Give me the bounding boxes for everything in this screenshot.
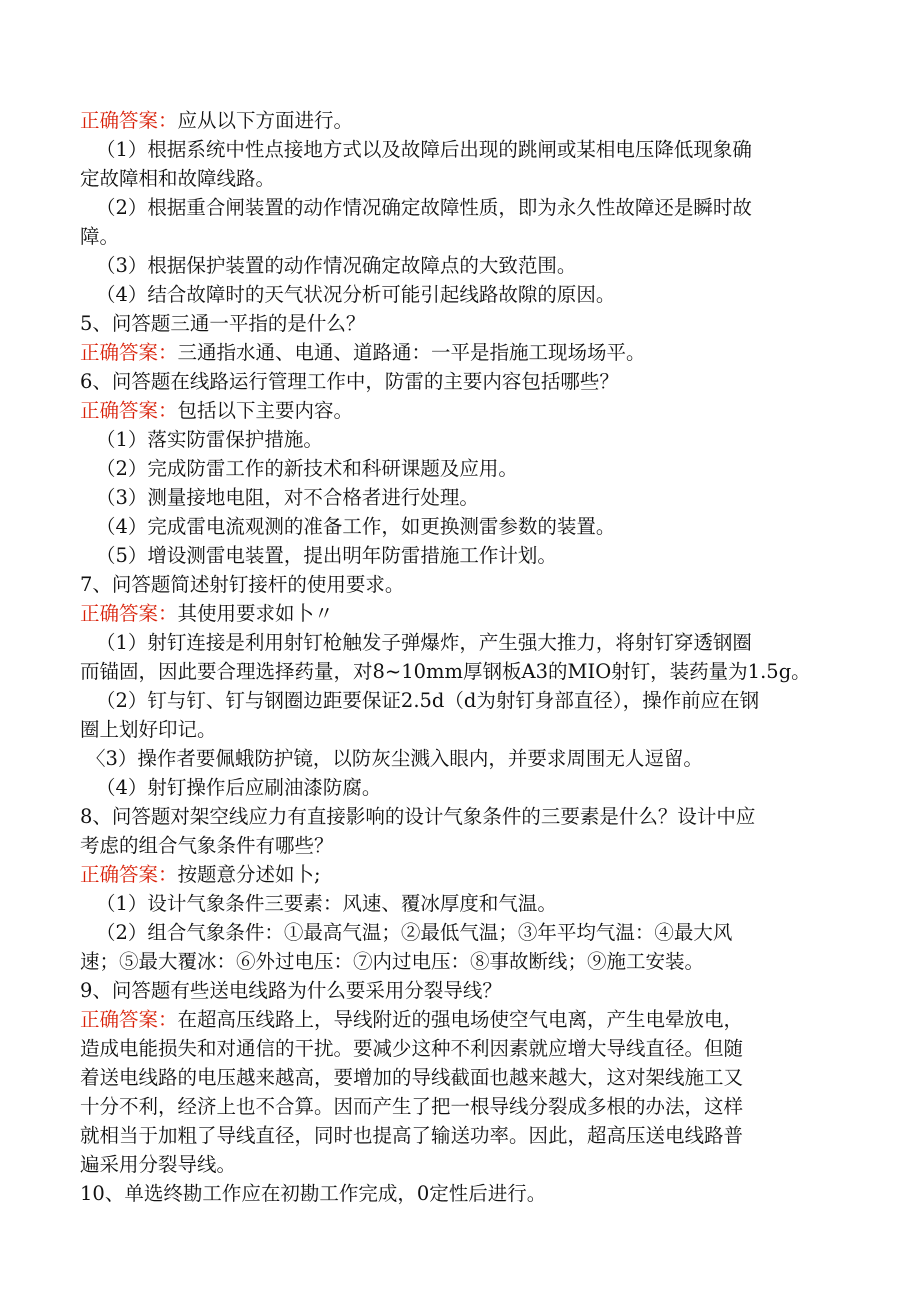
answer-item-cont: 定故障相和故障线路。 xyxy=(80,167,276,190)
answer-text-cont: 就相当于加粗了导线直径，同时也提高了输送功率。因此，超高压送电线路普 xyxy=(80,1124,744,1147)
answer-item: （2）根据重合闸装置的动作情况确定故障性质，即为永久性故障还是瞬时故 xyxy=(96,196,752,219)
answer-item: （4）完成雷电流观测的准备工作，如更换测雷参数的装置。 xyxy=(96,515,616,538)
answer-item: （2）完成防雷工作的新技术和科研课题及应用。 xyxy=(96,457,518,480)
answer-item: （5）增设测雷电装置，提出明年防雷措施工作计划。 xyxy=(96,544,557,567)
answer-text-cont: 着送电线路的电压越来越高，要增加的导线截面也越来越大，这对架线施工又 xyxy=(80,1066,744,1089)
answer-item: （4）结合故障时的天气状况分析可能引起线路故隙的原因。 xyxy=(96,283,616,306)
answer-item-cont: 圈上划好印记。 xyxy=(80,718,217,741)
answer-item: （1）根据系统中性点接地方式以及故障后出现的跳闸或某相电压降低现象确 xyxy=(96,138,752,161)
answer-label: 正确答案： xyxy=(80,602,178,625)
answer-item: （1）落实防雷保护措施。 xyxy=(96,428,323,451)
answer-label: 正确答案： xyxy=(80,399,178,422)
question-title: 8、问答题对架空线应力有直接影响的设计气象条件的三要素是什么？设计中应 xyxy=(80,805,756,828)
answer-item: 〈3）操作者要佩蛾防护镜，以防灰尘溅入眼内，并要求周围无人逗留。 xyxy=(86,747,703,770)
answer-item: （1）射钉连接是利用射钉枪触发子弹爆炸，产生强大推力，将射钉穿透钢圈 xyxy=(96,631,752,654)
answer-text: 应从以下方面进行。 xyxy=(177,109,354,132)
question-title: 10、单选终勘工作应在初勘工作完成，0定性后进行。 xyxy=(80,1182,547,1205)
answer-item: （3）根据保护装置的动作情况确定故障点的大致范围。 xyxy=(96,254,577,277)
answer-text-cont: 十分不利，经济上也不合算。因而产生了把一根导线分裂成多根的办法，这样 xyxy=(80,1095,744,1118)
answer-line xyxy=(80,397,353,425)
answer-item: （2）钉与钉、钉与钢圈边距要保证2.5d（d为射钉身部直径），操作前应在钢 xyxy=(96,689,760,712)
answer-line xyxy=(80,1006,743,1034)
answer-text: 按题意分述如卜; xyxy=(177,863,321,886)
question-title: 5、问答题三通一平指的是什么？ xyxy=(80,312,366,335)
answer-label: 正确答案： xyxy=(80,1008,178,1031)
answer-line xyxy=(80,861,321,889)
answer-item: （3）测量接地电阻，对不合格者进行处理。 xyxy=(96,486,479,509)
answer-item-cont: 障。 xyxy=(80,225,120,248)
answer-item: （4）射钉操作后应刷油漆防腐。 xyxy=(96,776,382,799)
answer-label: 正确答案： xyxy=(80,863,178,886)
question-title-cont: 考虑的组合气象条件有哪些？ xyxy=(80,834,334,857)
answer-line xyxy=(80,600,334,628)
answer-item-cont: 速；⑤最大覆冰：⑥外过电压：⑦内过电压：⑧事故断线；⑨施工安装。 xyxy=(80,950,705,973)
answer-label: 正确答案： xyxy=(80,341,178,364)
question-title: 6、问答题在线路运行管理工作中，防雷的主要内容包括哪些？ xyxy=(80,370,619,393)
question-title: 7、问答题简述射钉接杆的使用要求。 xyxy=(80,573,405,596)
answer-label: 正确答案： xyxy=(80,109,178,132)
answer-text: 包括以下主要内容。 xyxy=(177,399,354,422)
answer-line xyxy=(80,339,646,367)
answer-text-cont: 遍采用分裂导线。 xyxy=(80,1153,237,1176)
answer-text: 其使用要求如卜〃 xyxy=(177,602,334,625)
answer-item: （2）组合气象条件：①最高气温；②最低气温；③年平均气温：④最大风 xyxy=(96,921,733,944)
question-title: 9、问答题有些送电线路为什么要采用分裂导线？ xyxy=(80,979,502,1002)
answer-item-cont: 而锚固，因此要合理选择药量，对8~10mm厚钢板A3的MIO射钉，装药量为1.5g。 xyxy=(80,660,811,683)
answer-line xyxy=(80,107,353,135)
answer-text: 三通指水通、电通、道路通：一平是指施工现场场平。 xyxy=(177,341,646,364)
answer-text-cont: 造成电能损失和对通信的干扰。要减少这种不利因素就应增大导线直径。但随 xyxy=(80,1037,744,1060)
answer-item: （1）设计气象条件三要素：风速、覆冰厚度和气温。 xyxy=(96,892,557,915)
answer-text: 在超高压线路上，导线附近的强电场使空气电离，产生电晕放电， xyxy=(177,1008,744,1031)
